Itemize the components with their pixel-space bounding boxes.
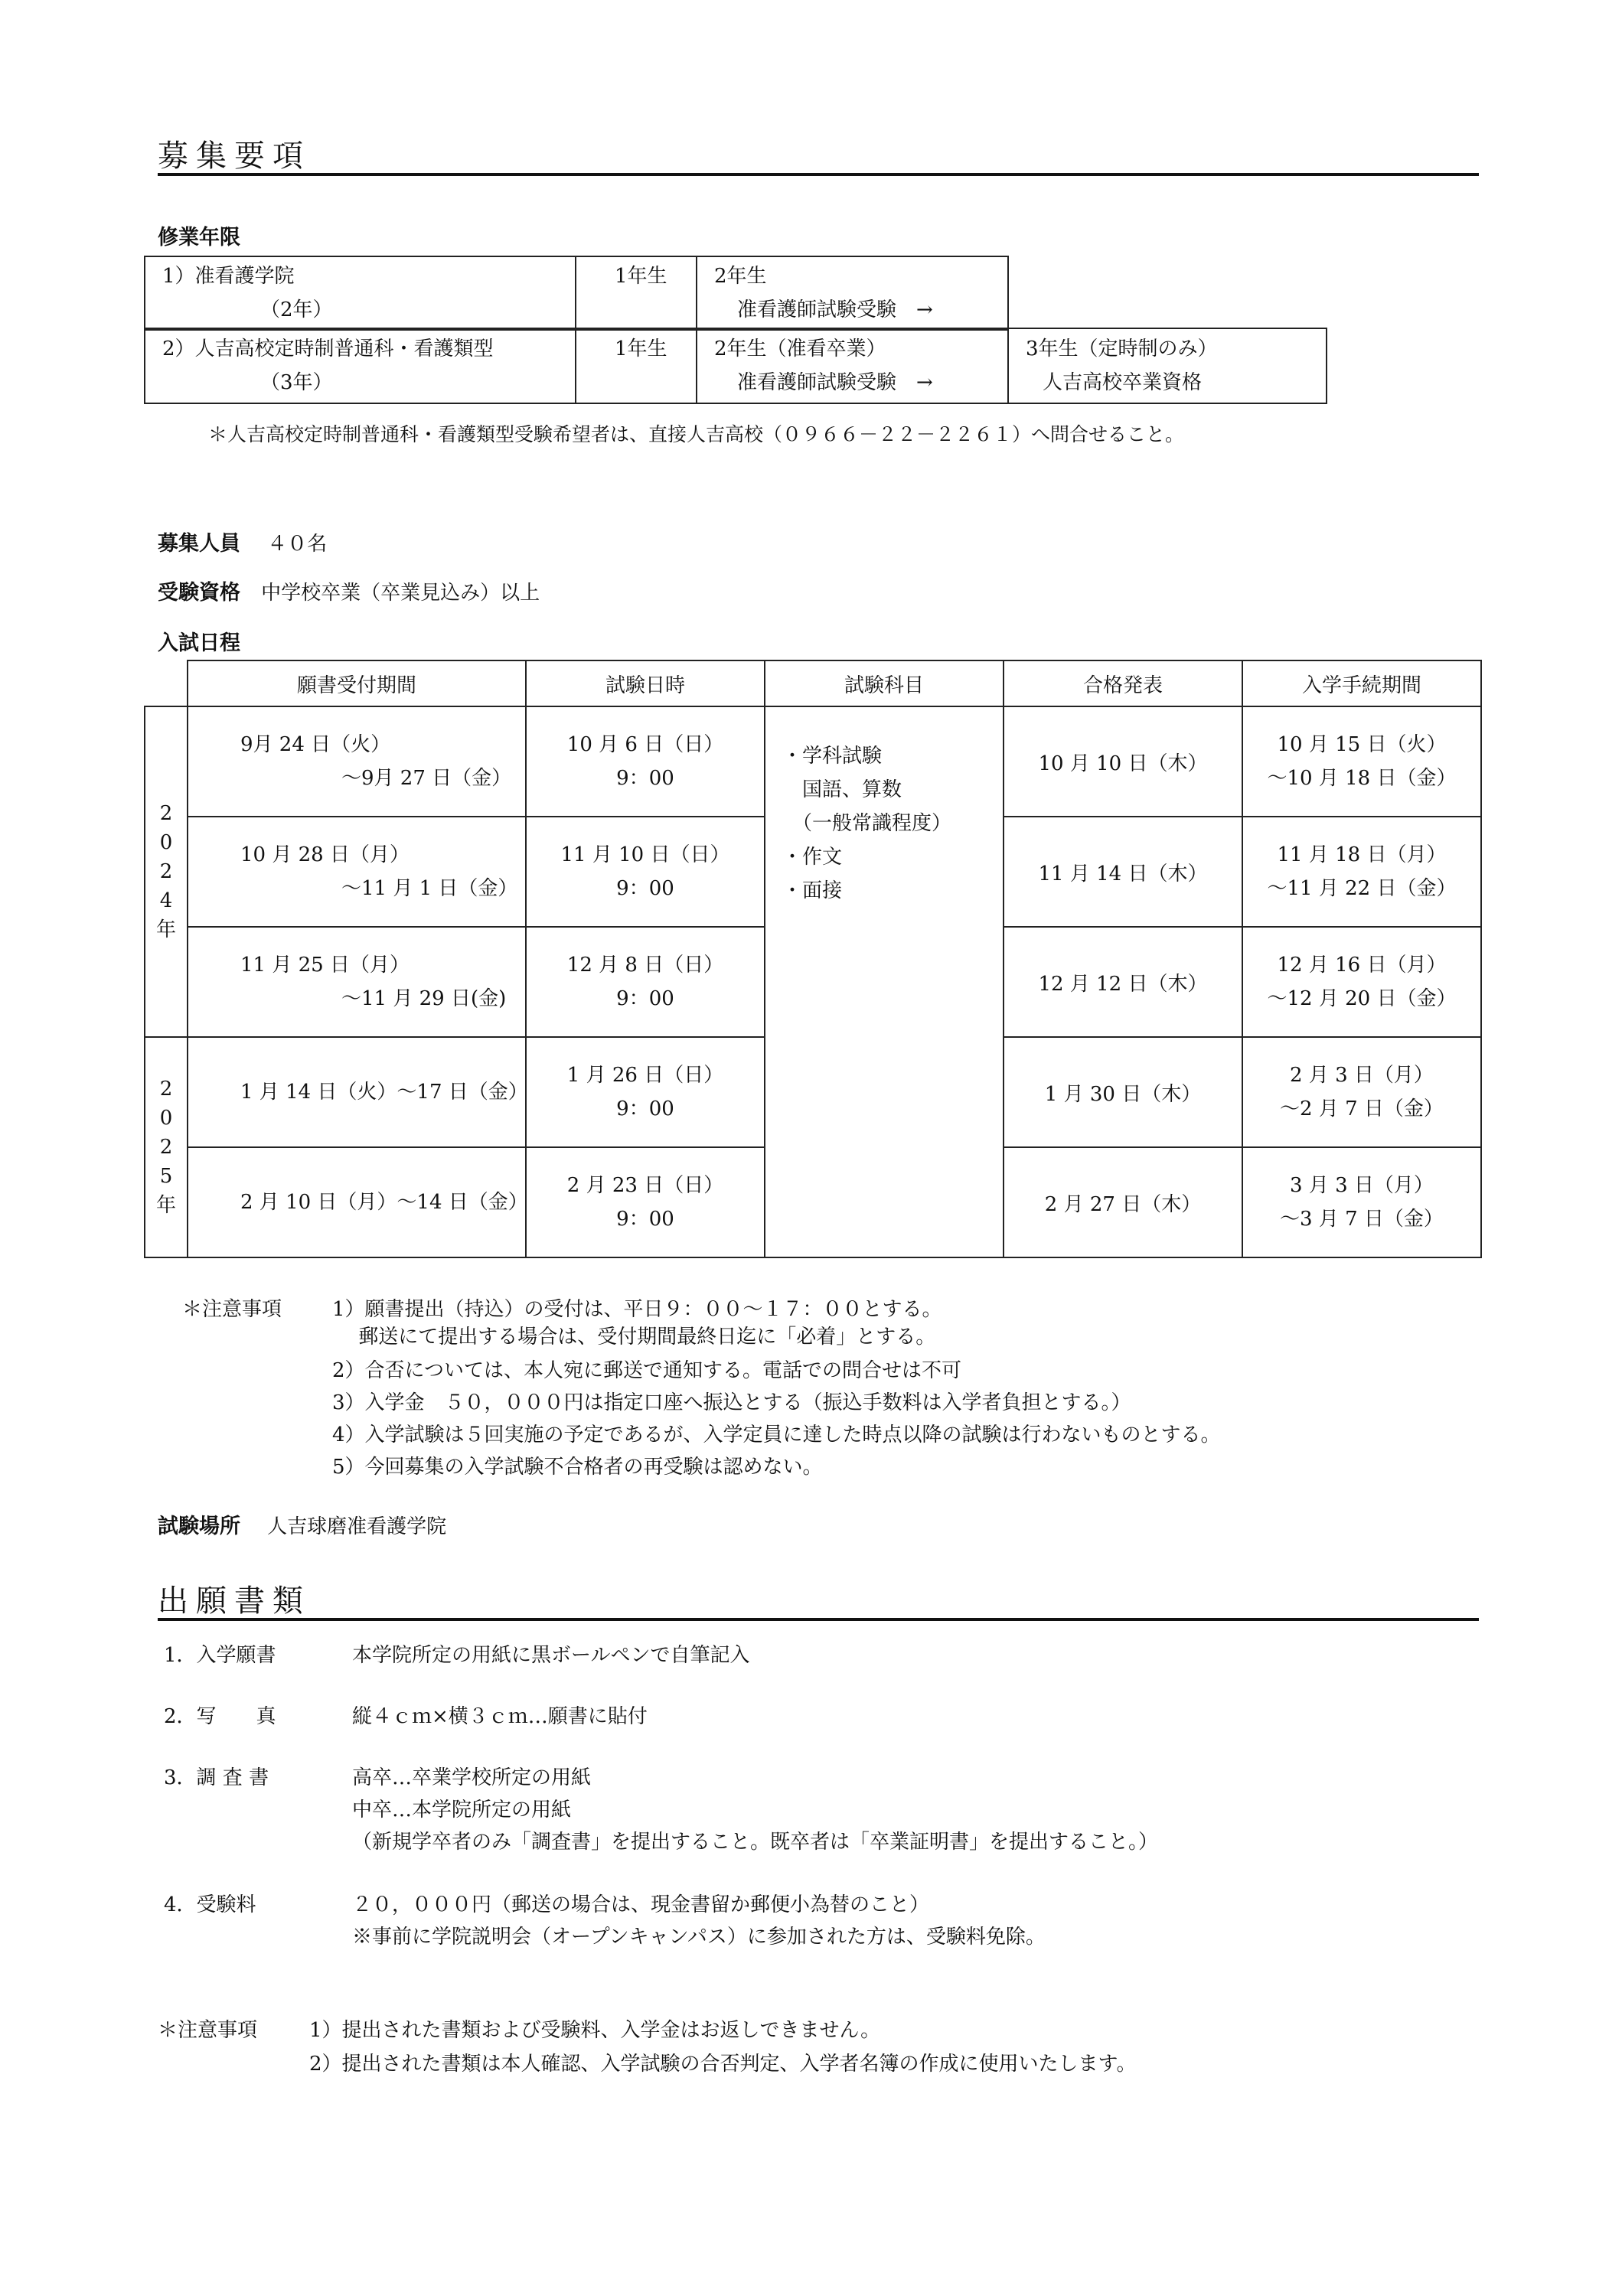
section-rule — [158, 173, 1479, 176]
capacity-label: 募集人員 — [158, 532, 240, 556]
exam-date-cell: 2 月 23 日（日） 9：00 — [526, 1147, 765, 1257]
doc-item-number: 2．写 真 — [164, 1705, 276, 1728]
study-period-note: ＊人吉高校定時制普通科・看護類型受験希望者は、直接人吉高校（０９６６－２２－２２６１）へ問合せること。 — [208, 423, 1185, 445]
notes1-item: 郵送にて提出する場合は、受付期間最終日迄に「必着」とする。 — [332, 1326, 936, 1349]
exam-subjects-cell: ・学科試験 国語、算数 （一般常識程度） ・作文 ・面接 — [765, 706, 1004, 1257]
study-row-2-name: 2）人吉高校定時制普通科・看護類型 （3年） — [145, 328, 576, 403]
schedule-corner — [145, 660, 188, 706]
exam-date-cell: 11 月 10 日（日） 9：00 — [526, 817, 765, 927]
notes1-item: 2）合否については、本人宛に郵送で通知する。電話での問合せは不可 — [332, 1359, 962, 1382]
apply-period-cell: 9月 24 日（火） ～9月 27 日（金） — [188, 706, 526, 817]
notes1-label: ＊注意事項 — [182, 1298, 282, 1321]
apply-period-cell: 10 月 28 日（月） ～11 月 1 日（金） — [188, 817, 526, 927]
notes1-item: 5）今回募集の入学試験不合格者の再受験は認めない。 — [332, 1456, 823, 1479]
exam-place-label: 試験場所 — [158, 1515, 240, 1538]
schedule-header: 試験科目 — [765, 660, 1004, 706]
study-row-2-grade2: 2年生（准看卒業） 准看護師試験受験 → — [697, 328, 1008, 403]
study-row-2-grade3: 3年生（定時制のみ） 人吉高校卒業資格 — [1008, 328, 1327, 403]
doc-item-text: 中卒…本学院所定の用紙 — [352, 1799, 572, 1821]
schedule-header: 願書受付期間 — [188, 660, 526, 706]
schedule-label: 入試日程 — [158, 631, 240, 655]
doc-item-text: （新規学卒者のみ「調査書」を提出すること。既卒者は「卒業証明書」を提出すること。） — [352, 1831, 1159, 1854]
capacity-value: ４０名 — [267, 533, 328, 556]
study-row-1-grade2: 2年生 准看護師試験受験 → — [697, 256, 1008, 330]
notes1-item: 4）入学試験は５回実施の予定であるが、入学定員に達した時点以降の試験は行わないものとする。 — [332, 1424, 1221, 1446]
result-date-cell: 11 月 14 日（木） — [1004, 817, 1242, 927]
doc-item-text: 縦４ｃｍ×横３ｃｍ…願書に貼付 — [352, 1705, 648, 1728]
procedure-period-cell: 11 月 18 日（月） ～11 月 22 日（金） — [1242, 817, 1481, 927]
study-period-table — [144, 256, 1009, 331]
doc-item-number: 4．受験料 — [164, 1893, 256, 1916]
exam-date-cell: 12 月 8 日（日） 9：00 — [526, 927, 765, 1037]
qualification-label: 受験資格 — [158, 581, 240, 605]
exam-place-value: 人吉球磨准看護学院 — [267, 1515, 447, 1538]
capacity-row — [158, 527, 327, 556]
notes1-item: 1）願書提出（持込）の受付は、平日９：００～１７：００とする。 — [332, 1298, 942, 1321]
notes1-item: 3）入学金 ５０，０００円は指定口座へ振込とする（振込手数料は入学者負担とする。） — [332, 1391, 1131, 1414]
doc-item-text: ※事前に学院説明会（オープンキャンパス）に参加された方は、受験料免除。 — [352, 1926, 1046, 1949]
result-date-cell: 1 月 30 日（木） — [1004, 1037, 1242, 1147]
section-rule — [158, 1618, 1479, 1621]
exam-date-cell: 1 月 26 日（日） 9：00 — [526, 1037, 765, 1147]
procedure-period-cell: 10 月 15 日（火） ～10 月 18 日（金） — [1242, 706, 1481, 817]
result-date-cell: 10 月 10 日（木） — [1004, 706, 1242, 817]
procedure-period-cell: 12 月 16 日（月） ～12 月 20 日（金） — [1242, 927, 1481, 1037]
notes2-item: 1）提出された書類および受験料、入学金はお返しできません。 — [309, 2019, 881, 2042]
apply-period-cell: 1 月 14 日（火）～17 日（金） — [188, 1037, 526, 1147]
study-row-2-grade1: 1年生 — [576, 328, 697, 403]
doc-item-text: ２０，０００円（郵送の場合は、現金書留か郵便小為替のこと） — [352, 1893, 930, 1916]
apply-period-cell: 11 月 25 日（月） ～11 月 29 日(金) — [188, 927, 526, 1037]
section-title-documents: 出願書類 — [158, 1583, 311, 1619]
year-2024-cell: 2 0 2 4 年 — [145, 706, 188, 1037]
result-date-cell: 12 月 12 日（木） — [1004, 927, 1242, 1037]
doc-item-text: 本学院所定の用紙に黒ボールペンで自筆記入 — [352, 1644, 750, 1667]
doc-item-number: 3．調 査 書 — [164, 1766, 269, 1789]
study-row-1-name: 1）准看護学院 （2年） — [145, 256, 576, 330]
notes2-label: ＊注意事項 — [158, 2019, 258, 2042]
apply-period-cell: 2 月 10 日（月）～14 日（金） — [188, 1147, 526, 1257]
exam-date-cell: 10 月 6 日（日） 9：00 — [526, 706, 765, 817]
year-2025-cell: 2 0 2 5 年 — [145, 1037, 188, 1257]
schedule-header: 合格発表 — [1004, 660, 1242, 706]
doc-item-number: 1．入学願書 — [164, 1644, 276, 1667]
procedure-period-cell: 2 月 3 日（月） ～2 月 7 日（金） — [1242, 1037, 1481, 1147]
qualification-value: 中学校卒業（卒業見込み）以上 — [261, 582, 540, 605]
study-row-1-grade1: 1年生 — [576, 256, 697, 330]
result-date-cell: 2 月 27 日（木） — [1004, 1147, 1242, 1257]
procedure-period-cell: 3 月 3 日（月） ～3 月 7 日（金） — [1242, 1147, 1481, 1257]
study-period-label: 修業年限 — [158, 226, 240, 249]
exam-place-row — [158, 1509, 446, 1539]
notes2-item: 2）提出された書類は本人確認、入学試験の合否判定、入学者名簿の作成に使用いたします。 — [309, 2053, 1137, 2076]
study-period-table-row2 — [144, 328, 1327, 404]
doc-item-text: 高卒…卒業学校所定の用紙 — [352, 1766, 592, 1789]
qualification-row — [158, 576, 540, 605]
schedule-header: 試験日時 — [526, 660, 765, 706]
schedule-table — [144, 660, 1482, 1258]
schedule-header: 入学手続期間 — [1242, 660, 1481, 706]
section-title-recruitment: 募集要項 — [158, 139, 311, 174]
